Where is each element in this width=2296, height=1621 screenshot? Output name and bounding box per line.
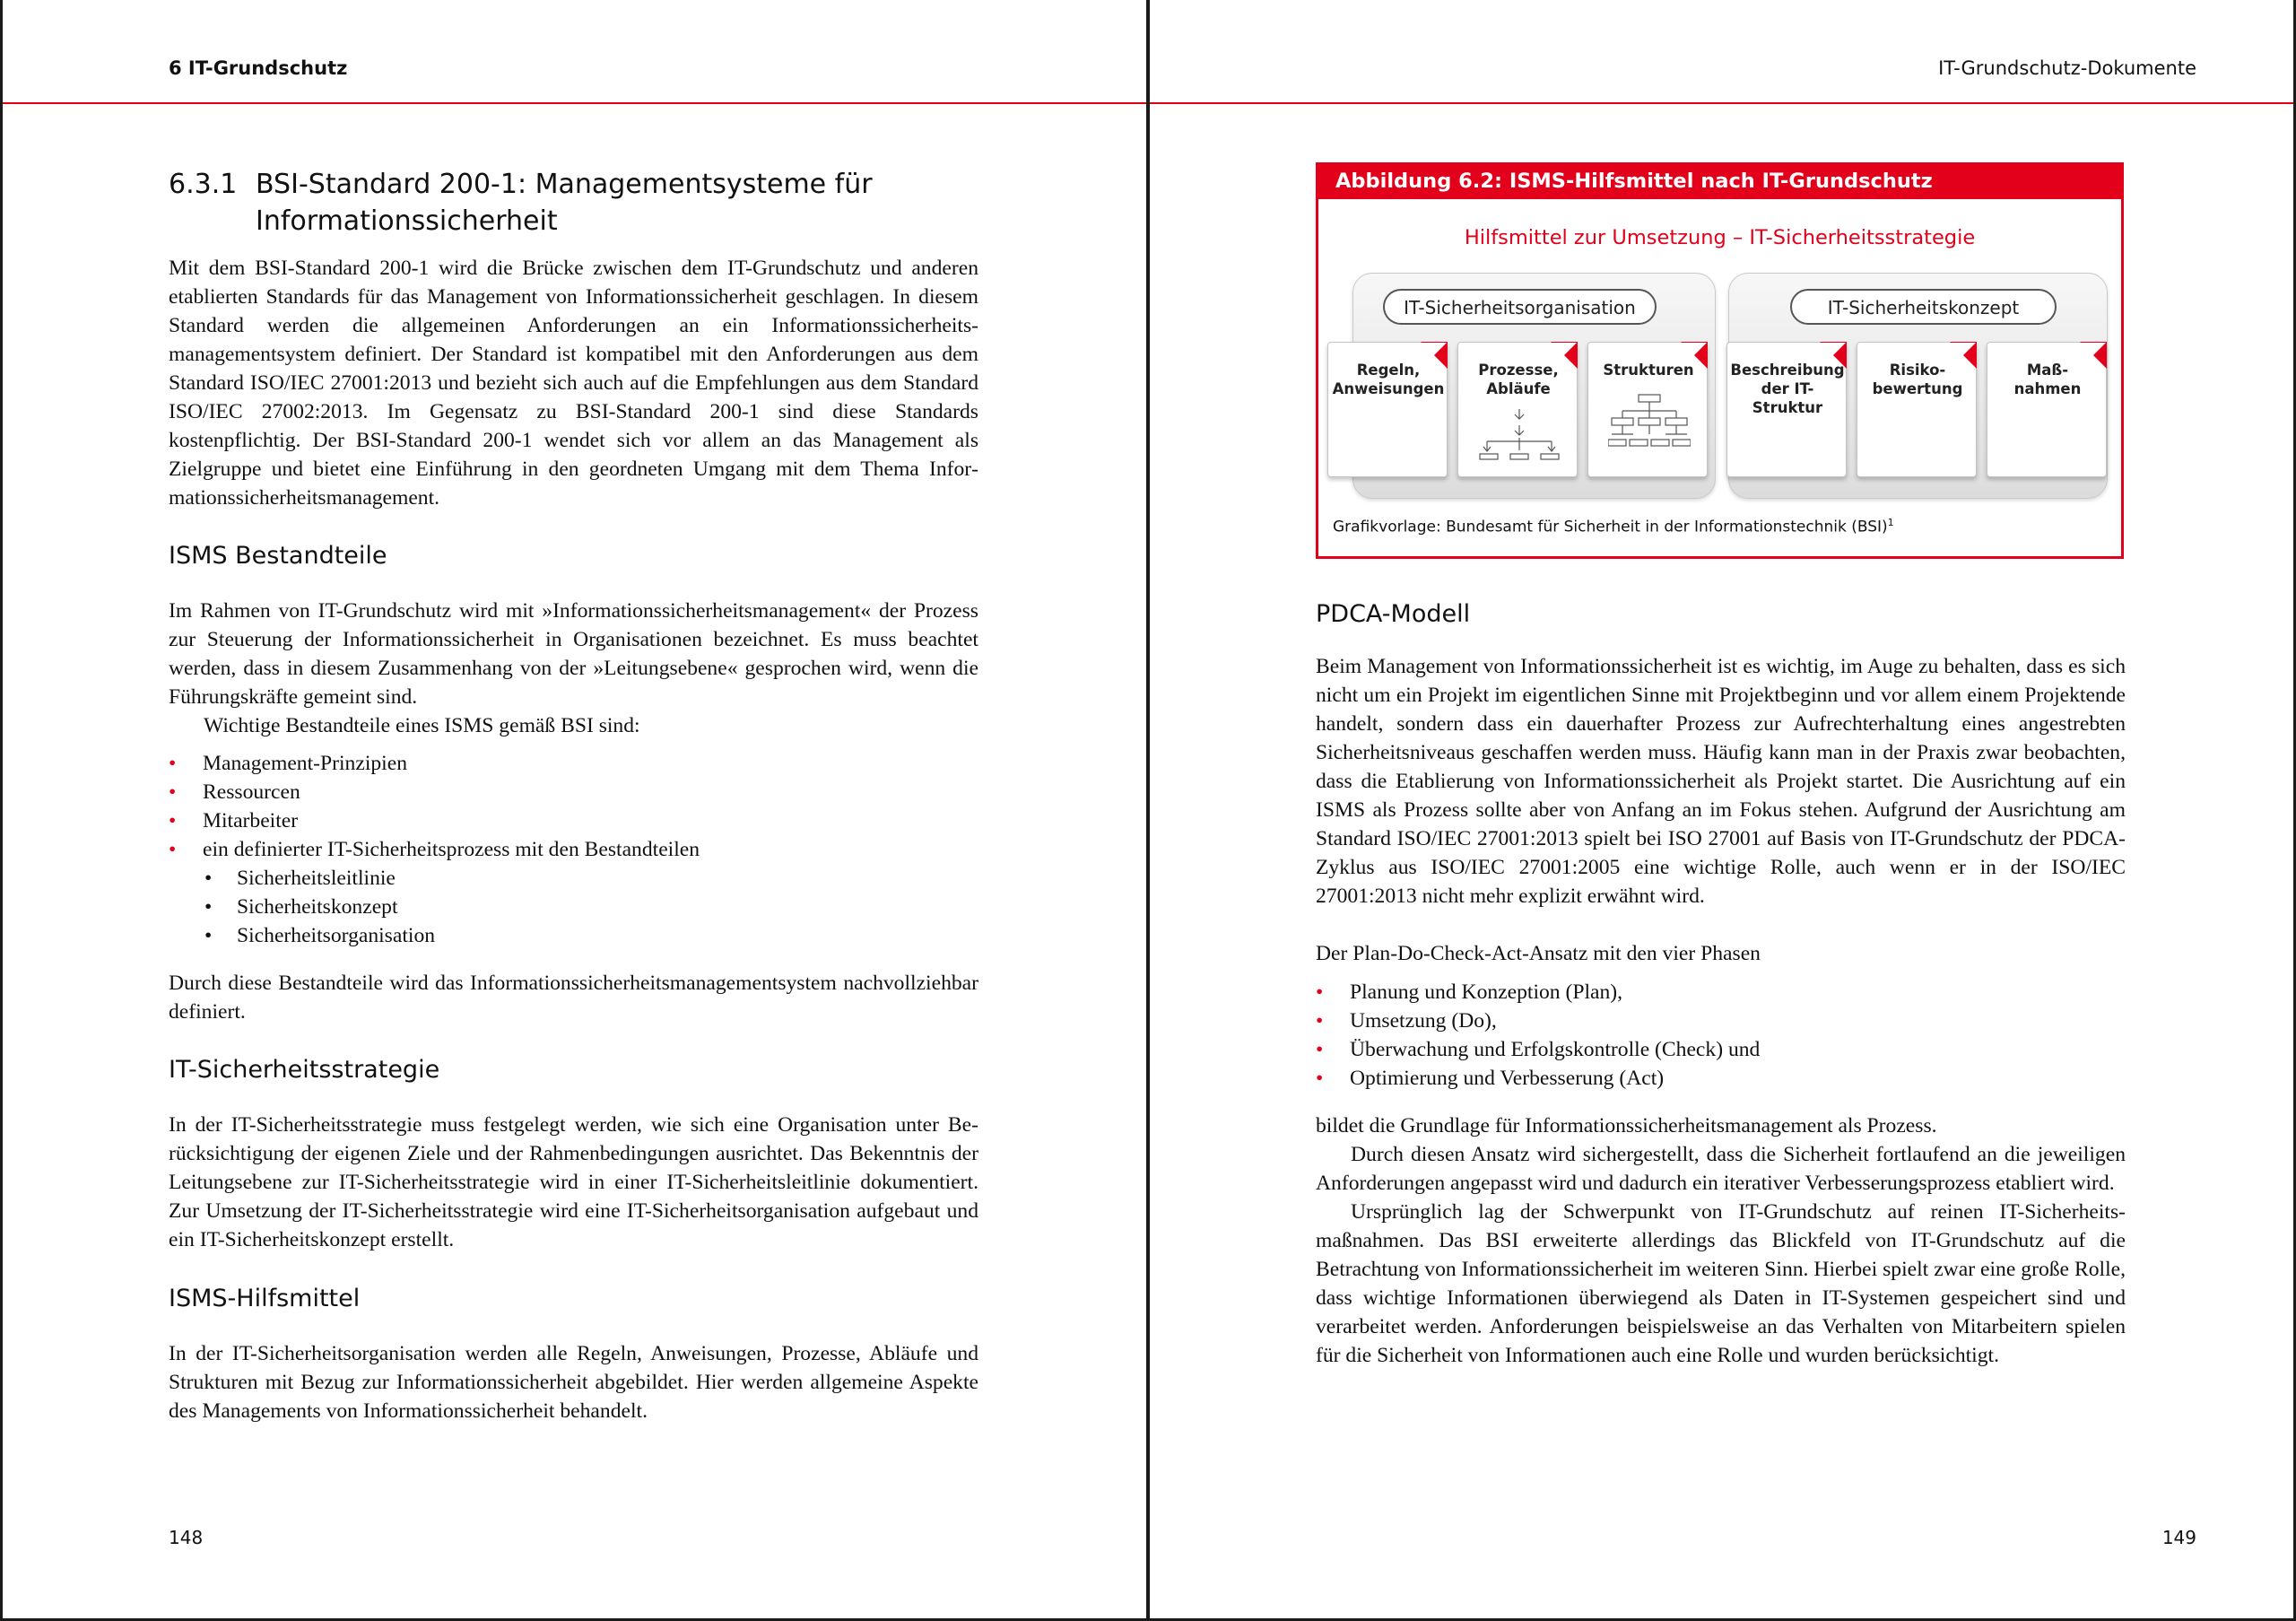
isms-text-2: Wichtige Bestandteile eines ISMS gemäß BSI sind: xyxy=(204,714,640,737)
group-label-organisation: IT-Sicherheitsorganisation xyxy=(1383,289,1657,325)
card-prozesse: Prozesse, Abläufe xyxy=(1457,342,1578,477)
hilfsmittel-paragraph xyxy=(169,1339,978,1425)
pdca-text-4: Durch diesen Ansatz wird sichergestellt, dass die Sicherheit fortlaufend an die jeweiligen Anforderungen angepasst wird und dadurch ein iterativer Verbesserungsprozess etabliert wird. xyxy=(1316,1143,2126,1195)
strategie-text: In der IT-Sicherheitsstrategie muss festgelegt werden, wie sich eine Organisation unter Berücksichtigung der eigenen Ziele und der Rahmenbedingungen ausrichtet. Das Bekenntnis der Leitungsebene zur IT-Sicherheitsstrategie wird in einer IT-Sicherheitsleitlinie dokumentiert. Zur Umsetzung der IT-Sicherheitsstrategie wird eine IT-Sicherheitsorganisation aufgebaut und ein IT-Sicherheitskonzept erstellt. xyxy=(169,1113,978,1251)
isms-list xyxy=(169,749,978,950)
heading-pdca-modell: PDCA-Modell xyxy=(1316,600,1471,628)
figure-subtitle: Hilfsmittel zur Umsetzung – IT-Sicherheitsstrategie xyxy=(1464,226,1976,249)
sub-list-item: • Sicherheitsorganisation xyxy=(204,924,436,947)
pdca-paragraph-3 xyxy=(1316,1111,2126,1370)
page-number: 148 xyxy=(169,1527,204,1548)
pdca-paragraph-2 xyxy=(1316,939,2126,968)
strategie-paragraph xyxy=(169,1111,978,1254)
list-item: • Ressourcen xyxy=(169,780,300,804)
figure-caption-bar xyxy=(1318,165,2121,199)
group-label-konzept: IT-Sicherheitskonzept xyxy=(1790,289,2057,325)
intro-paragraph xyxy=(169,254,978,512)
header-rule xyxy=(3,102,1146,104)
running-head: 6 IT-Grundschutz xyxy=(169,57,348,79)
pdca-list xyxy=(1316,978,2126,1093)
card-risikobewertung: Risiko- bewertung xyxy=(1857,342,1977,477)
card-beschreibung: Beschreibung der IT-Struktur xyxy=(1726,342,1847,477)
card-massnahmen: Maß- nahmen xyxy=(1987,342,2107,477)
isms-text-3: Durch diese Bestandteile wird das Informationssicherheitsmanagementsystem nachvollziehbar definiert. xyxy=(169,972,978,1024)
figure-credit: Grafikvorlage: Bundesamt für Sicherheit in der Informationstechnik (BSI)$^1$ xyxy=(1333,517,1894,536)
header-rule xyxy=(1150,102,2293,104)
pdca-text-5: Ursprünglich lag der Schwerpunkt von IT-Grundschutz auf reinen IT-Sicherheitsmaßnahmen. Das BSI erweiterte allerdings das Blickfeld von IT-Grundschutz auf die Betrachtung von Informationssicherheit im weiteren Sinn. Hierbei spielt zwar eine große Rolle, dass wichtige Informationen überwiegend als Daten in IT-Systemen gespeichert sind und verarbeitet werden. Anforderungen beispielsweise an das Verhalten von Mitarbeitern spielen für die Sicherheit von Informationen auch eine Rolle und wurden berücksichtigt. xyxy=(1316,1200,2126,1367)
org-chart-icon xyxy=(1608,391,1691,459)
isms-text-1: Im Rahmen von IT-Grundschutz wird mit »Informationssicherheitsmanagement« der Prozess zur Steuerung der Informationssicherheit in Organisationen bezeichnet. Es muss beachtet werden, dass in diesem Zusammenhang von der »Leitungsebene« gesprochen wird, wenn die Führungskräfte gemeint sind. xyxy=(169,599,978,709)
pdca-text-1: Beim Management von Informationssicherheit ist es wichtig, im Auge zu behalten, dass es sich nicht um ein Projekt im eigentlichen Sinne mit Projektbeginn und vor allem einem Projektende handelt, sondern dass ein dauerhafter Prozess zur Aufrechterhaltung eines angestrebten Sicherheitsniveaus geschaffen werden muss. Häufig kann man in der Praxis zwar beobachten, dass die Etablierung von Informationssicherheit als Projekt startet. Die Ausrichtung auf ein ISMS als Prozess sollte aber von Anfang an im Fokus stehen. Aufgrund der Ausrichtung am Standard ISO/IEC 27001:2013 spielt bei ISO 27001 auf Basis von IT-Grundschutz der PDCA-Zyklus aus ISO/IEC 27001:2005 eine wichtige Rolle, auch wenn er in der ISO/IEC 27001:2013 nicht mehr explizit erwähnt wird. xyxy=(1316,655,2126,908)
list-item: • Optimierung und Verbesserung (Act) xyxy=(1316,1067,1665,1090)
figure-isms-hilfsmittel xyxy=(1316,162,2124,559)
process-flow-icon xyxy=(1478,405,1561,463)
page-number: 149 xyxy=(2161,1527,2196,1548)
section-number: 6.3.1 xyxy=(169,169,238,200)
pdca-text-2: Der Plan-Do-Check-Act-Ansatz mit den vier Phasen xyxy=(1316,942,1761,965)
sub-list-item: • Sicherheitskonzept xyxy=(204,895,398,919)
card-regeln: Regeln, Anweisungen xyxy=(1327,342,1448,477)
running-head: IT-Grundschutz-Dokumente xyxy=(1938,57,2196,79)
left-page xyxy=(0,0,1146,1621)
list-item: • Mitarbeiter xyxy=(169,809,299,832)
heading-it-sicherheitsstrategie: IT-Sicherheitsstrategie xyxy=(169,1056,440,1084)
card-strukturen: Strukturen xyxy=(1587,342,1708,477)
pdca-text-3: bildet die Grundlage für Informationssicherheitsmanagement als Prozess. xyxy=(1316,1114,1937,1137)
heading-isms-hilfsmittel: ISMS-Hilfsmittel xyxy=(169,1285,361,1312)
list-item: • ein definierter IT-Sicherheitsprozess mit den Bestandteilen xyxy=(169,838,700,861)
section-title-line1: BSI-Standard 200-1: Managementsysteme für xyxy=(256,169,873,200)
isms-closing-paragraph xyxy=(169,969,978,1026)
list-item: • Überwachung und Erfolgskontrolle (Check) und xyxy=(1316,1038,1761,1061)
list-item: • Management-Prinzipien xyxy=(169,752,407,775)
sub-list-item: • Sicherheitsleitlinie xyxy=(204,867,396,890)
pdca-paragraph-1 xyxy=(1316,652,2126,911)
figure-caption: Abbildung 6.2: ISMS-Hilfsmittel nach IT-Grundschutz xyxy=(1335,170,1933,193)
section-title-line2: Informationssicherheit xyxy=(256,205,558,237)
hilfsmittel-text: In der IT-Sicherheitsorganisation werden alle Regeln, Anweisungen, Prozesse, Abläufe und Strukturen mit Bezug zur Informationssicherheit abgebildet. Hier werden allgemeine Aspekte des Managements von Informationssicherheit behandelt. xyxy=(169,1342,978,1423)
intro-text: Mit dem BSI-Standard 200-1 wird die Brücke zwischen dem IT-Grundschutz und anderen etablierten Standards für das Management von Informationssicherheit geschlagen. In diesem Standard werden die allgemeinen Anforderungen an ein Informationssicherheitsmanagementsystem definiert. Der Standard ist kompatibel mit den Anforderungen aus dem Standard ISO/IEC 27001:2013 und bezieht sich auch auf die Empfehlungen aus dem Standard ISO/IEC 27002:2013. Im Gegensatz zu BSI-Standard 200-1 sind diese Standards kostenpflichtig. Der BSI-Standard 200-1 wendet sich vor allem an das Management als Zielgruppe und bietet eine Einführung in den geordneten Umgang mit dem Thema Informationssicherheitsmanagement. xyxy=(169,257,978,510)
list-item: • Umsetzung (Do), xyxy=(1316,1009,1497,1033)
isms-paragraph xyxy=(169,597,978,740)
heading-isms-bestandteile: ISMS Bestandteile xyxy=(169,542,387,570)
list-item: • Planung und Konzeption (Plan), xyxy=(1316,980,1623,1004)
